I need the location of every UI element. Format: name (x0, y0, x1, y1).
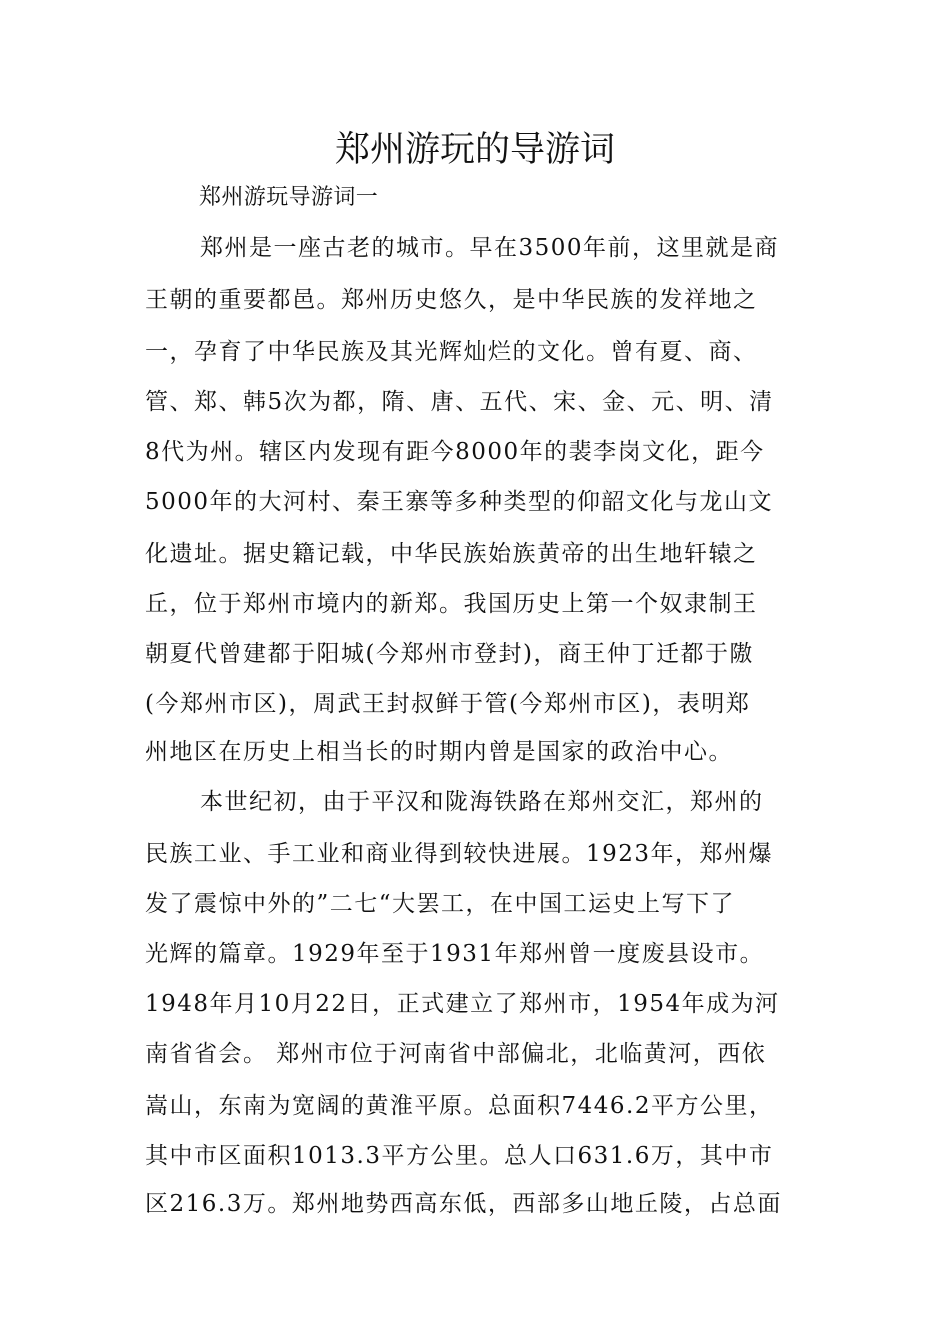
text-line: 光辉的篇章。1929年至于1931年郑州曾一度废县设市。 (145, 941, 765, 967)
text-line: 化遗址。据史籍记载，中华民族始族黄帝的出生地轩辕之 (145, 541, 758, 567)
text-line: 民族工业、手工业和商业得到较快进展。1923年，郑州爆 (145, 841, 774, 867)
text-line: 5000年的大河村、秦王寨等多种类型的仰韶文化与龙山文 (145, 489, 774, 515)
text-line: 王朝的重要都邑。郑州历史悠久，是中华民族的发祥地之 (145, 287, 758, 313)
text-line: 郑州是一座古老的城市。早在3500年前，这里就是商 (200, 235, 780, 261)
text-line: 区216.3万。郑州地势西高东低，西部多山地丘陵，占总面 (145, 1191, 782, 1217)
section-heading: 郑州游玩导游词一 (199, 185, 379, 210)
text-line: (今郑州市区)，周武王封叔鲜于管(今郑州市区)，表明郑 (145, 691, 751, 717)
text-line: 1948年月10月22日，正式建立了郑州市，1954年成为河 (145, 991, 780, 1017)
document-title: 郑州游玩的导游词 (334, 130, 615, 170)
text-line: 其中市区面积1013.3平方公里。总人口631.6万，其中市 (145, 1143, 774, 1169)
text-line: 嵩山，东南为宽阔的黄淮平原。总面积7446.2平方公里， (145, 1093, 774, 1119)
text-line: 发了震惊中外的”二七“大罢工，在中国工运史上写下了 (145, 891, 736, 917)
text-line: 南省省会。 郑州市位于河南省中部偏北，北临黄河，西依 (145, 1041, 767, 1067)
text-line: 丘，位于郑州市境内的新郑。我国历史上第一个奴隶制王 (145, 591, 758, 617)
text-line: 8代为州。辖区内发现有距今8000年的裴李岗文化，距今 (145, 439, 765, 465)
text-line: 管、郑、韩5次为都，隋、唐、五代、宋、金、元、明、清 (145, 389, 774, 415)
text-line: 本世纪初，由于平汉和陇海铁路在郑州交汇，郑州的 (200, 789, 764, 815)
text-line: 州地区在历史上相当长的时期内曾是国家的政治中心。 (145, 739, 733, 765)
text-line: 一，孕育了中华民族及其光辉灿烂的文化。曾有夏、商、 (145, 339, 758, 365)
text-line: 朝夏代曾建都于阳城(今郑州市登封)，商王仲丁迁都于隞 (145, 641, 754, 667)
